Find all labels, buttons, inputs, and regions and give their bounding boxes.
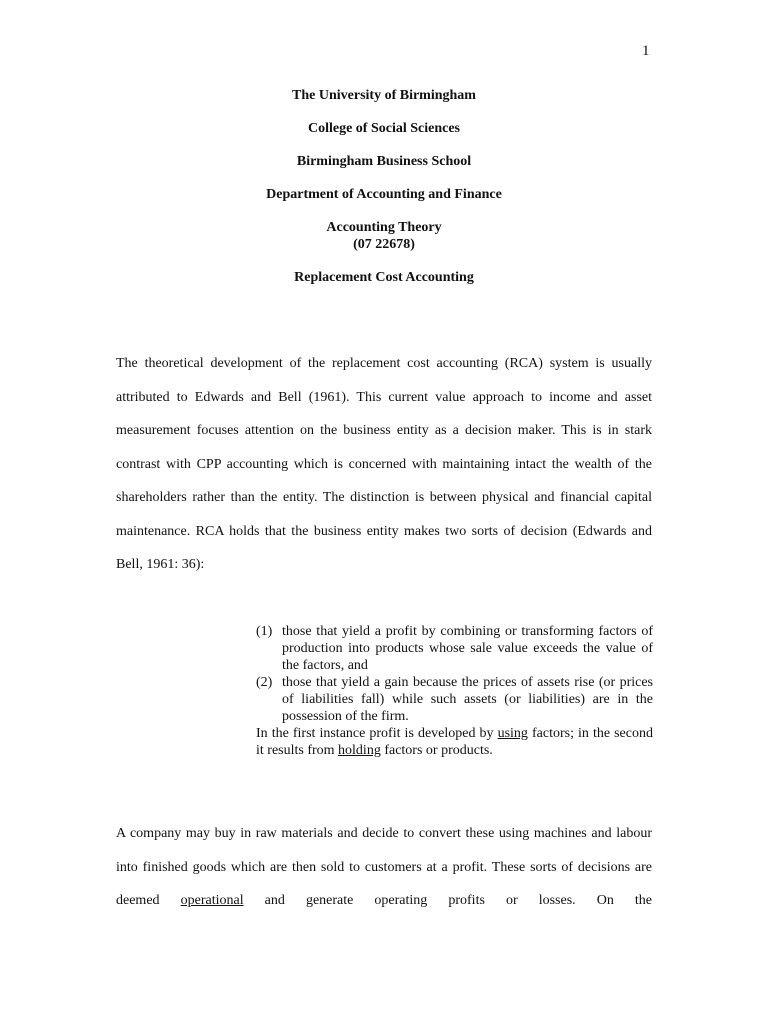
department-name: Department of Accounting and Finance (266, 187, 502, 202)
quote-closing-text: In the first instance profit is developed by (256, 726, 498, 741)
school-name: Birmingham Business School (296, 154, 472, 169)
course-name: Accounting Theory (326, 220, 442, 235)
emphasis-operational: operational (180, 893, 244, 908)
quote-item-number: (2) (256, 675, 273, 690)
quote-closing-text: factors or products. (380, 743, 493, 758)
paragraph-text: A company may buy in raw materials and decide to convert these using machines and labour into finished goods which are then sold to customers at a profit. These sorts of decisions are deemed (116, 826, 652, 908)
quote-item-text: those that yield a gain because the prices of assets rise (or prices of liabilities fall) while such assets (or liabilities) are in the possession of the firm. (282, 675, 653, 724)
emphasis-using: using (497, 726, 528, 741)
title-block (0, 87, 768, 286)
paragraph-operational-text (116, 817, 652, 918)
paragraph-intro (116, 347, 652, 582)
college-name: College of Social Sciences (307, 121, 461, 136)
paragraph-text: and generate operating profits or losses. On the (243, 893, 653, 908)
block-quote (256, 623, 653, 759)
university-name: The University of Birmingham (292, 88, 476, 103)
page-number: 1 (642, 43, 650, 59)
paragraph-intro-text: The theoretical development of the replacement cost accounting (RCA) system is usually attributed to Edwards and Bell (1961). This current value approach to income and asset measurement focuses attention on the business entity as a decision maker. This is in stark contrast with CPP accounting which is concerned with maintaining intact the wealth of the shareholders rather than the entity. The distinction is between physical and financial capital maintenance. RCA holds that the business entity makes two sorts of decision (Edwards and Bell, 1961: 36): (116, 356, 652, 572)
quote-item-1 (256, 623, 653, 674)
emphasis-holding: holding (338, 743, 381, 758)
document-title: Replacement Cost Accounting (294, 270, 474, 285)
quote-closing (256, 725, 653, 759)
quote-item-number: (1) (256, 624, 273, 639)
quote-item-2 (256, 674, 653, 725)
quote-closing-text: factors; in the second it results from (256, 726, 653, 758)
quote-item-text: those that yield a profit by combining or transforming factors of production into products whose sale value exceeds the value of the factors, and (282, 624, 653, 673)
course-code: (07 22678) (353, 237, 415, 252)
paragraph-operational (116, 817, 652, 918)
